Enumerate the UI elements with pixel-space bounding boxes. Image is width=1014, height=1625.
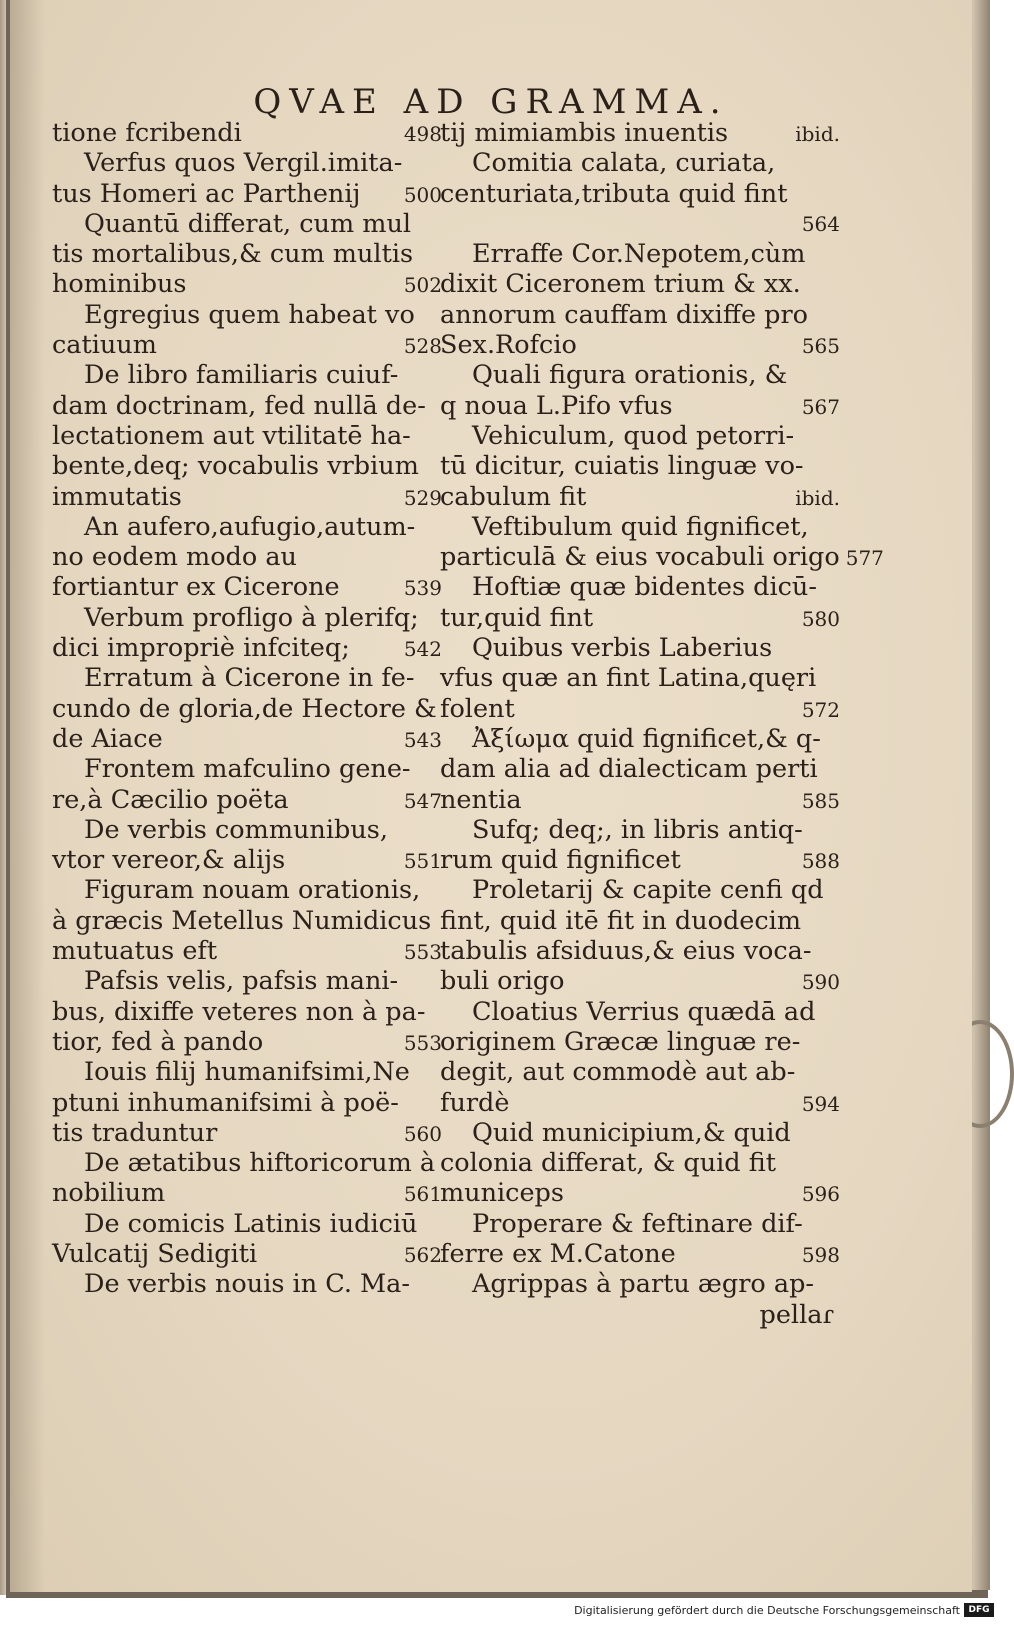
index-entry-text: De ætatibus hiftoricorum à — [84, 1148, 436, 1179]
page-reference: 560 — [403, 1121, 442, 1146]
index-entry-text: Pafsis velis, pafsis mani- — [84, 966, 399, 997]
running-head: QVAE AD GRAMMA. — [253, 82, 729, 122]
index-line — [440, 179, 840, 209]
page-reference: 564 — [801, 211, 840, 236]
index-line — [440, 1027, 840, 1057]
index-entry-text: de Aiace — [52, 723, 163, 754]
index-entry-text: q noua L.Pifo vfus — [440, 390, 673, 421]
index-line — [52, 906, 442, 936]
index-line — [440, 785, 840, 815]
index-entry-text: Quantū differat, cum mul — [84, 208, 412, 239]
index-line — [440, 936, 840, 966]
index-line — [440, 1239, 840, 1269]
index-entry-text: cundo de gloria,de Hectore & — [52, 693, 437, 724]
index-entry-text: Quibus verbis Laberius — [472, 633, 773, 664]
index-entry-text: De verbis communibus, — [84, 814, 388, 845]
index-line — [52, 966, 442, 996]
index-entry-text: mutuatus eft — [52, 936, 218, 967]
index-line — [440, 875, 840, 905]
index-entry-text: tur,quid fint — [440, 602, 594, 633]
index-line — [52, 1239, 442, 1269]
page-reference: 500 — [403, 182, 442, 207]
index-entry-text: hominibus — [52, 269, 187, 300]
index-entry-text: buli origo — [440, 966, 565, 997]
page-reference: 502 — [403, 273, 442, 298]
index-entry-text: cabulum fit — [440, 481, 587, 512]
index-entry-text: dam alia ad dialecticam perti — [440, 754, 818, 785]
index-line — [440, 815, 840, 845]
index-line — [440, 603, 840, 633]
index-line — [52, 1088, 442, 1118]
index-line — [440, 845, 840, 875]
index-line — [440, 724, 840, 754]
index-entry-text: De verbis nouis in C. Ma- — [84, 1269, 410, 1300]
index-entry-text: tabulis afsiduus,& eius voca- — [440, 936, 812, 967]
index-entry-text: pellaɾ — [759, 1299, 834, 1330]
index-entry-text: Sufq; deq;, in libris antiq- — [472, 814, 803, 845]
index-line — [52, 724, 442, 754]
index-line — [440, 694, 840, 724]
index-entry-text: tij mimiambis inuentis — [440, 118, 729, 148]
index-line — [52, 997, 442, 1027]
index-line — [52, 694, 442, 724]
index-line — [52, 663, 442, 693]
index-line — [440, 633, 840, 663]
index-line — [52, 572, 442, 602]
index-entry-text: Verbum profligo à plerifq; — [84, 602, 419, 633]
index-entry-text: Sex.Rofcio — [440, 330, 577, 361]
index-entry-text: vfus quæ an fint Latina,quęri — [440, 663, 817, 694]
index-line — [440, 1118, 840, 1148]
index-entry-text: fortiantur ex Cicerone — [52, 572, 340, 603]
page-reference: 590 — [801, 970, 840, 995]
index-entry-text: Frontem mafculino gene- — [84, 754, 411, 785]
index-line — [52, 421, 442, 451]
page-reference: ibid. — [795, 122, 840, 146]
page-reference: 553 — [403, 940, 442, 965]
index-entry-text: Proletarij & capite cenfi qd — [472, 875, 824, 906]
index-entry-text: nobilium — [52, 1178, 166, 1209]
page-reference: 498 — [403, 122, 442, 146]
index-entry-text: Erratum à Cicerone in fe- — [84, 663, 415, 694]
page-reference: 585 — [801, 788, 840, 813]
index-entry-text: no eodem modo au — [52, 542, 297, 573]
index-entry-text: annorum cauffam dixiffe pro — [440, 299, 809, 330]
index-entry-text: immutatis — [52, 481, 182, 512]
index-entry-text: Iouis filij humanifsimi,Ne — [84, 1057, 410, 1088]
index-line — [52, 148, 442, 178]
index-entry-text: Egregius quem habeat vo — [84, 299, 415, 330]
index-entry-text: Ἀξίωμα quid fignificet,& q- — [472, 723, 821, 754]
index-line — [52, 330, 442, 360]
index-line — [440, 239, 840, 269]
index-line — [440, 209, 840, 239]
index-line — [440, 1178, 840, 1208]
index-line — [440, 1269, 840, 1299]
index-entry-text: degit, aut commodè aut ab- — [440, 1057, 796, 1088]
index-line — [52, 451, 442, 481]
index-line — [52, 815, 442, 845]
index-line — [440, 1088, 840, 1118]
index-line — [52, 603, 442, 633]
index-entry-text: tis traduntur — [52, 1117, 218, 1148]
index-line — [440, 482, 840, 512]
index-entry-text: tior, fed à pando — [52, 1026, 264, 1057]
index-line — [52, 785, 442, 815]
index-entry-text: catiuum — [52, 330, 157, 361]
index-line — [440, 148, 840, 178]
index-entry-text: centuriata,tributa quid fint — [440, 178, 788, 209]
index-entry-text: Cloatius Verrius quædā ad — [472, 996, 816, 1027]
index-line — [440, 663, 840, 693]
index-entry-text: tū dicitur, cuiatis linguæ vo- — [440, 451, 804, 482]
index-line — [52, 1057, 442, 1087]
index-entry-text: Vehiculum, quod petorri- — [472, 420, 795, 451]
page-reference: 572 — [801, 697, 840, 722]
dfg-logo: DFG — [964, 1603, 994, 1617]
page-reference: 551 — [403, 849, 442, 874]
index-line — [440, 421, 840, 451]
index-entry-text: municeps — [440, 1178, 564, 1209]
index-entry-text: Comitia calata, curiata, — [472, 148, 776, 179]
index-entry-text: tis mortalibus,& cum multis — [52, 239, 414, 270]
index-entry-text: re,à Cæcilio poëta — [52, 784, 289, 815]
index-entry-text: folent — [440, 693, 515, 724]
index-line — [440, 1300, 840, 1330]
page-reference: 539 — [403, 576, 442, 601]
book-page — [10, 0, 972, 1592]
page-reference: 547 — [403, 788, 442, 813]
index-line — [440, 1148, 840, 1178]
page-reference: 596 — [801, 1182, 840, 1207]
index-line — [440, 512, 840, 542]
index-entry-text: Veftibulum quid fignificet, — [472, 511, 809, 542]
page-reference: 529 — [403, 485, 442, 510]
index-entry-text: ptuni inhumanifsimi à poë- — [52, 1087, 399, 1118]
index-line — [52, 300, 442, 330]
index-entry-text: Agrippas à partu ægro ap- — [472, 1269, 815, 1300]
index-entry-text: De libro familiaris cuiuf- — [84, 360, 399, 391]
page-gutter-shadow — [10, 0, 45, 1592]
index-entry-text: fint, quid itē fit in duodecim — [440, 905, 801, 936]
index-entry-text: bus, dixiffe veteres non à pa- — [52, 996, 426, 1027]
index-line — [52, 845, 442, 875]
index-entry-text: dixit Ciceronem trium & xx. — [440, 269, 801, 300]
index-line — [52, 482, 442, 512]
index-entry-text: ferre ex M.Catone — [440, 1238, 676, 1269]
index-line — [52, 1027, 442, 1057]
index-line — [440, 330, 840, 360]
index-line — [440, 360, 840, 390]
index-entry-text: Verfus quos Vergil.imita- — [84, 148, 403, 179]
index-line — [440, 269, 840, 299]
footer-bar — [0, 1600, 1000, 1625]
page-reference: 594 — [801, 1091, 840, 1116]
page-reference: 528 — [403, 334, 442, 359]
index-line — [440, 1209, 840, 1239]
index-line — [52, 391, 442, 421]
index-entry-text: An aufero,aufugio,autum- — [84, 511, 416, 542]
index-entry-text: furdè — [440, 1087, 510, 1118]
index-line — [440, 542, 884, 573]
index-line — [440, 906, 840, 936]
index-line — [440, 118, 840, 148]
index-line — [440, 391, 840, 421]
page-reference: 542 — [403, 637, 442, 662]
index-entry-text: tione fcribendi — [52, 118, 242, 148]
page-reference: 553 — [403, 1030, 442, 1055]
index-line — [52, 1269, 442, 1299]
index-entry-text: rum quid fignificet — [440, 845, 681, 876]
index-entry-text: dici impropriè infciteq; — [52, 633, 350, 664]
index-entry-text: Vulcatij Sedigiti — [52, 1238, 258, 1269]
index-line — [440, 966, 840, 996]
footer-credit: Digitalisierung gefördert durch die Deutsche Forschungsgemeinschaft — [574, 1604, 960, 1617]
index-line — [440, 754, 840, 784]
index-line — [52, 179, 442, 209]
index-entry-text: vtor vereor,& alijs — [52, 845, 286, 876]
index-line — [440, 572, 840, 602]
index-line — [52, 754, 442, 784]
index-entry-text: Erraffe Cor.Nepotem,cùm — [472, 239, 806, 270]
index-line — [52, 512, 442, 542]
index-line — [52, 1118, 442, 1148]
index-line — [440, 300, 840, 330]
page-reference: 580 — [801, 606, 840, 631]
index-entry-text: originem Græcæ linguæ re- — [440, 1026, 801, 1057]
page-reference: 565 — [801, 334, 840, 359]
index-line — [52, 118, 442, 148]
index-entry-text: nentia — [440, 784, 522, 815]
index-line — [52, 1209, 442, 1239]
index-line — [52, 633, 442, 663]
index-entry-text: Quali figura orationis, & — [472, 360, 788, 391]
index-column-right — [440, 118, 884, 1330]
index-line — [52, 239, 442, 269]
index-entry-text: bente,deq; vocabulis vrbium — [52, 451, 419, 482]
index-line — [440, 1057, 840, 1087]
index-entry-text: Hoftiæ quæ bidentes dicū- — [472, 572, 817, 603]
index-line — [52, 1148, 442, 1178]
index-line — [52, 209, 442, 239]
page-reference: 598 — [801, 1242, 840, 1267]
index-entry-text: à græcis Metellus Numidicus — [52, 905, 432, 936]
index-line — [440, 997, 840, 1027]
page-reference: ibid. — [795, 485, 840, 510]
index-entry-text: Quid municipium,& quid — [472, 1117, 791, 1148]
index-line — [52, 269, 442, 299]
index-entry-text: De comicis Latinis iudiciū — [84, 1208, 418, 1239]
index-entry-text: Figuram nouam orationis, — [84, 875, 421, 906]
index-entry-text: colonia differat, & quid fit — [440, 1148, 776, 1179]
index-entry-text: Properare & feftinare dif- — [472, 1208, 803, 1239]
page-reference: 561 — [403, 1182, 442, 1207]
index-line — [440, 451, 840, 481]
page-reference: 567 — [801, 394, 840, 419]
index-entry-text: tus Homeri ac Parthenij — [52, 178, 361, 209]
page-reference: 543 — [403, 727, 442, 752]
index-line — [52, 936, 442, 966]
index-entry-text: lectationem aut vtilitatē ha- — [52, 420, 411, 451]
page-reference: 577 — [845, 546, 884, 571]
index-line — [52, 1178, 442, 1208]
page-reference: 588 — [801, 849, 840, 874]
index-column-left — [52, 118, 442, 1300]
index-line — [52, 542, 442, 572]
index-line — [52, 360, 442, 390]
index-line — [52, 875, 442, 905]
index-entry-text: dam doctrinam, fed nullā de- — [52, 390, 426, 421]
index-entry-text: particulā & eius vocabuli origo — [440, 542, 840, 573]
page-reference: 562 — [403, 1242, 442, 1267]
